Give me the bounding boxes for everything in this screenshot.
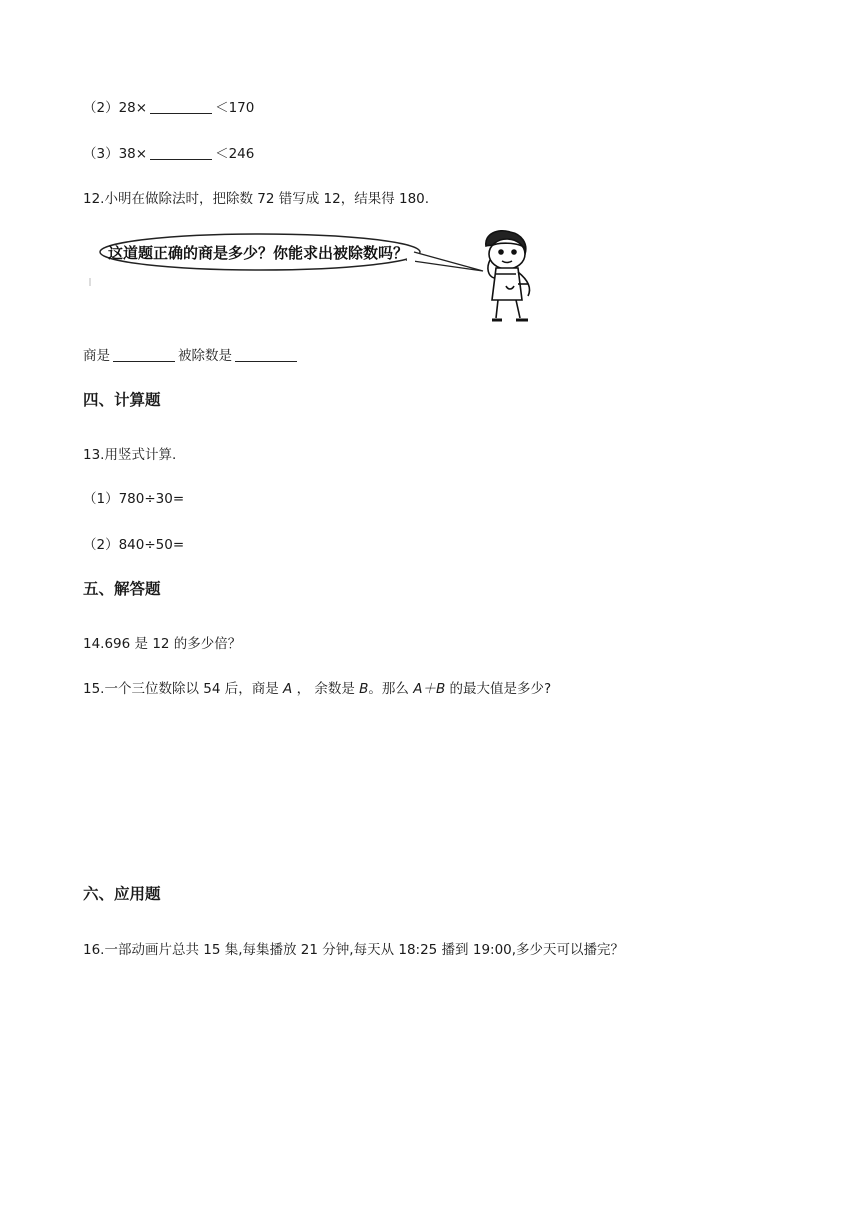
q11-part2-prefix: （2）28× [83,100,148,116]
section-title-6: 六、应用题 [83,885,161,903]
q13-part1: （1）780÷30= [83,491,185,507]
answer-blank[interactable] [150,147,212,160]
boy-icon [486,231,530,320]
variable-b: B [359,681,369,697]
section-title-5: 五、解答题 [83,580,161,598]
q15-part3: 。那么 [368,681,414,697]
quotient-blank[interactable] [113,349,175,362]
q15-text [83,677,551,697]
q11-part2 [83,96,254,116]
q15-part4: 的最大值是多少? [445,681,552,697]
q15-part2: ， 余数是 [292,681,360,697]
q15-part1: 15.一个三位数除以 54 后，商是 [83,681,284,697]
q13-part2: （2）840÷50= [83,537,185,553]
expression-a-plus-b: A＋B [413,681,446,697]
speech-bubble-text: 这道题正确的商是多少？你能求出被除数吗？ [108,244,409,262]
q11-part3-prefix: （3）38× [83,146,148,162]
q12-answers [83,344,300,364]
speech-bubble-figure [88,224,544,324]
q11-part3 [83,142,254,162]
quotient-label: 商是 [83,348,110,364]
variable-a: A [283,681,293,697]
q11-part2-suffix: ＜170 [215,100,255,116]
q12-text: 12.小明在做除法时，把除数 72 错写成 12，结果得 180. [83,191,430,207]
dividend-label: 被除数是 [178,348,232,364]
answer-blank[interactable] [150,101,212,114]
dividend-blank[interactable] [235,349,297,362]
q16-text: 16.一部动画片总共 15 集,每集播放 21 分钟,每天从 18:25 播到 19:00,多少天可以播完？ [83,942,625,958]
section-title-4: 四、计算题 [83,391,161,409]
q14-text: 14.696 是 12 的多少倍？ [83,636,242,652]
q12-illustration [88,224,544,324]
q11-part3-suffix: ＜246 [215,146,255,162]
q13-text: 13.用竖式计算. [83,447,177,463]
